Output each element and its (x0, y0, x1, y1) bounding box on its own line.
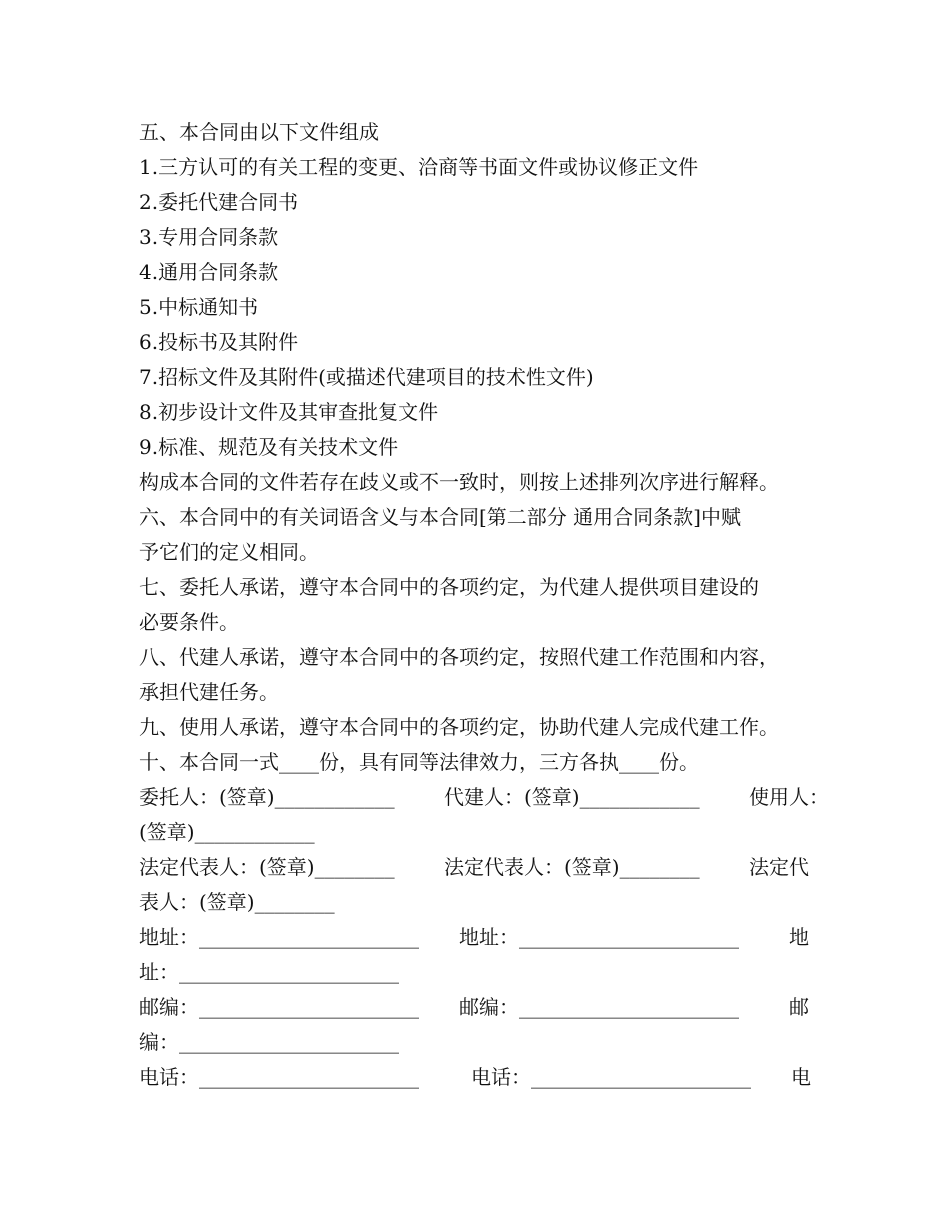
interpretation-order-text: 构成本合同的文件若存在歧义或不一致时，则按上述排列次序进行解释。 (139, 470, 779, 494)
signature-row-legal-rep (139, 850, 829, 885)
signature-row-address (139, 920, 829, 955)
principal-address-field[interactable]: 地址：______________________ (139, 925, 419, 949)
document-item-9: 9.标准、规范及有关技术文件 (139, 435, 399, 459)
principal-signature-field[interactable]: 委托人：(签章)____________ (139, 785, 395, 809)
agent-phone-field[interactable]: 电话：______________________ (471, 1065, 751, 1089)
user-postcode-field[interactable]: 编：______________________ (139, 1030, 399, 1054)
clause-six-line-1: 六、本合同中的有关词语含义与本合同[第二部分 通用合同条款]中赋 (139, 505, 741, 529)
document-item-1: 1.三方认可的有关工程的变更、洽商等书面文件或协议修正文件 (139, 155, 699, 179)
signature-row-postcode (139, 990, 829, 1025)
clause-seven-line-1: 七、委托人承诺，遵守本合同中的各项约定，为代建人提供项目建设的 (139, 575, 759, 599)
clause-ten: 十、本合同一式____份，具有同等法律效力，三方各执____份。 (139, 750, 699, 774)
user-postcode-label: 邮 (789, 995, 809, 1019)
signature-row-principal (139, 780, 829, 815)
user-address-label: 地 (789, 925, 809, 949)
document-item-3: 3.专用合同条款 (139, 225, 279, 249)
user-legal-rep-field[interactable]: 表人：(签章)________ (139, 890, 335, 914)
agent-legal-rep-field[interactable]: 法定代表人：(签章)________ (444, 855, 700, 879)
agent-postcode-field[interactable]: 邮编：______________________ (459, 995, 739, 1019)
principal-phone-field[interactable]: 电话：______________________ (139, 1065, 419, 1089)
clause-nine: 九、使用人承诺，遵守本合同中的各项约定，协助代建人完成代建工作。 (139, 715, 779, 739)
agent-signature-field[interactable]: 代建人：(签章)____________ (444, 785, 700, 809)
document-item-8: 8.初步设计文件及其审查批复文件 (139, 400, 439, 424)
principal-legal-rep-field[interactable]: 法定代表人：(签章)________ (139, 855, 395, 879)
document-item-5: 5.中标通知书 (139, 295, 259, 319)
document-item-6: 6.投标书及其附件 (139, 330, 299, 354)
clause-eight-line-1: 八、代建人承诺，遵守本合同中的各项约定，按照代建工作范围和内容， (139, 645, 779, 669)
clause-eight-line-2: 承担代建任务。 (139, 680, 279, 704)
document-item-7: 7.招标文件及其附件(或描述代建项目的技术性文件) (139, 365, 594, 389)
document-item-4: 4.通用合同条款 (139, 260, 279, 284)
principal-postcode-field[interactable]: 邮编：______________________ (139, 995, 419, 1019)
user-phone-label: 电 (791, 1065, 811, 1089)
clause-five-heading: 五、本合同由以下文件组成 (139, 120, 379, 144)
document-item-2: 2.委托代建合同书 (139, 190, 299, 214)
user-signature-field[interactable]: (签章)____________ (139, 820, 315, 844)
signature-row-phone (139, 1060, 829, 1095)
user-address-field[interactable]: 址：______________________ (139, 960, 399, 984)
contract-page (139, 115, 829, 1095)
clause-six-line-2: 予它们的定义相同。 (139, 540, 319, 564)
user-signature-label: 使用人： (749, 785, 829, 809)
user-legal-rep-label: 法定代 (749, 855, 809, 879)
clause-seven-line-2: 必要条件。 (139, 610, 239, 634)
agent-address-field[interactable]: 地址：______________________ (459, 925, 739, 949)
